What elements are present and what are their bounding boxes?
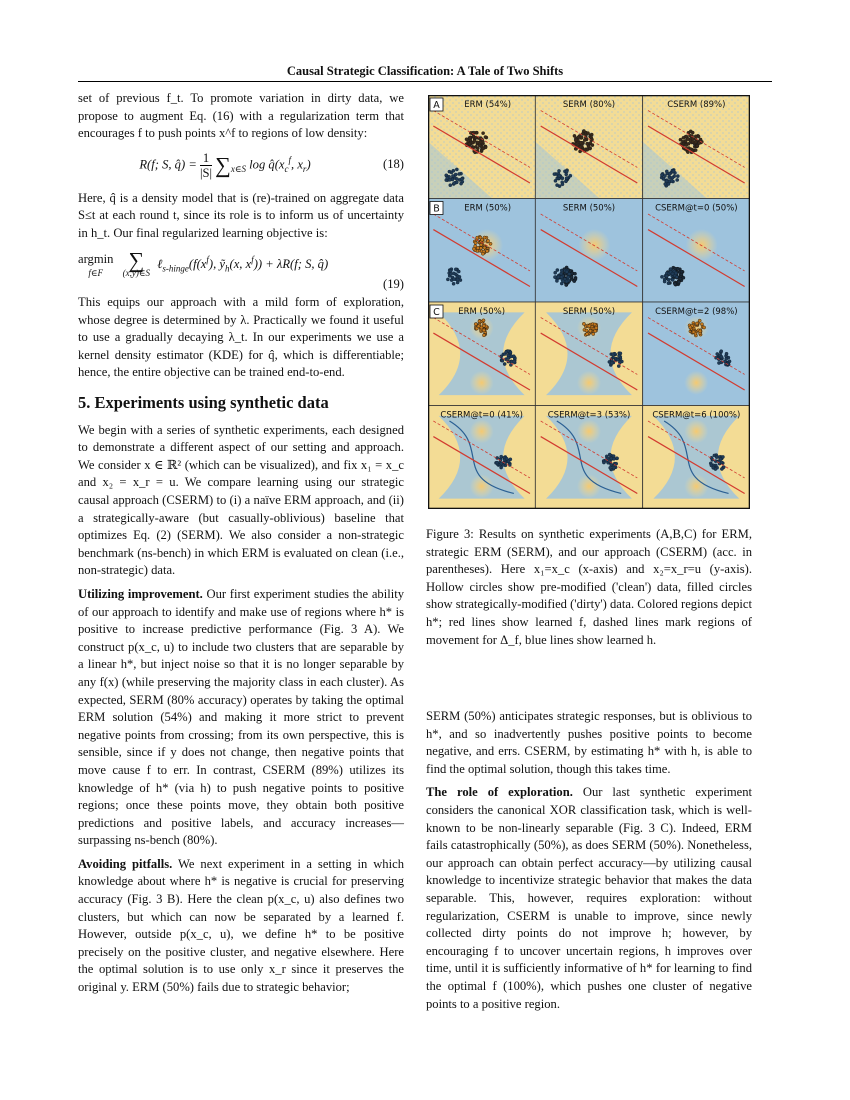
figure-panel [535, 95, 642, 199]
figure-panel [643, 95, 750, 199]
runin-utilizing-improvement: Utilizing improvement. [78, 586, 203, 601]
panel-label: CSERM@t=2 (98%) [655, 307, 738, 317]
paragraph-serm-oblivious: SERM (50%) anticipates strategic responses, but is oblivious to h*, and so inadvertently pushes positive points to become negative, and errs. CSERM, by estimating h* with h, is able to find the optimal solution, though this takes time. [426, 709, 752, 776]
figure-3 [428, 95, 750, 509]
paragraph-regularization-intro: set of previous f_t. To promote variation in dirty data, we propose to augment Eq. (16) with a regularization term that encourages f to push points x^f to regions of low density: [78, 91, 404, 141]
equation-18 [78, 151, 404, 180]
equation-18-number: (18) [383, 157, 404, 172]
figure-panel [643, 199, 750, 303]
figure-panel [535, 406, 642, 510]
panel-label: SERM (50%) [562, 307, 616, 317]
paragraph-experiments-intro: We begin with a series of synthetic experiments, each designed to demonstrate a different aspect of our setting and approach. We consider x ∈ ℝ² (which can be visualized), and fix x₁ = x_c and x₂ = x_r = u. We compare learning using our strategic causal approach (CSERM) to (i) a naïve ERM approach, and (ii) a strategically-aware (but casually-oblivious) baseline that optimizes Eq. (2) (SERM). We also consider a non-strategic benchmark (ns-bench) in which ERM is evaluated on clean (i.e., non-strategic) data. [78, 422, 404, 578]
paragraph-role-of-exploration [426, 784, 752, 1013]
figure-panel [428, 406, 535, 510]
figure-panel [428, 302, 535, 406]
equation-19 [78, 246, 404, 279]
equation-19-number: (19) [383, 277, 404, 292]
panel-label: ERM (50%) [464, 203, 512, 214]
right-column [426, 708, 752, 1013]
text-utilizing-improvement: Our first experiment studies the ability of our approach to identify and make use of regions where h* is positive to increase predictive performance (Fig. 3 A). We construct p(x_c, u) to include two clusters that are separable by a linear h*, but inject noise so that it is no longer separable by any f(x) (while preserving the majority class in each cluster). As expected, SERM (80% accuracy) operates by taking the optimal ERM solution (54%) and making it more strict to prevent negative points from crossing; from its own perspective, this is sensible, since if y does not change, then negative points that move cause f to err. In contrast, CSERM (89%) utilizes its knowledge of h* (via h) to push negative points to positive regions; once these points move, they obtain both positive predictions and positive labels, and accuracy increases—surpassing ns-bench (80%). [78, 586, 404, 848]
panel-label: SERM (80%) [562, 100, 616, 110]
panel-label: CSERM@t=3 (53%) [547, 410, 631, 421]
panel-label: CSERM@t=0 (41%) [440, 410, 523, 421]
figure-panel [643, 302, 750, 406]
left-column [78, 90, 404, 997]
equation-19-formula: argmin f∈F ∑ (x,y)∈S $\ell_{s-hinge}(f(x^f)$, ỹ$_h$(x, $x^f)) + \lambda R(f$; S, q̂) [78, 246, 329, 279]
panel-label: ERM (54%) [464, 100, 512, 110]
section-title: 5. Experiments using synthetic data [78, 393, 329, 413]
paragraph-exploration: This equips our approach with a mild form of exploration, whose degree is determined by λ. Practically we found it useful to use a gradually decaying λ_t. In our experiments we use a kernel density estimator (KDE) for q̂, which is differentiable; hence, the entire objective can be trained end-to-end. [78, 295, 404, 380]
runin-avoiding-pitfalls: Avoiding pitfalls. [78, 856, 173, 871]
figure-panel [428, 95, 535, 199]
panel-label: ERM (50%) [458, 307, 506, 317]
equation-18-formula: R(f; S, q̂) = $\frac{1}{|S|}$ $\sum_{x\in S}$ $\log q̂(x_c^f$, $x_r$) [139, 150, 311, 180]
paragraph-avoiding-pitfalls [78, 856, 404, 997]
figure-panel [535, 199, 642, 303]
text-avoiding-pitfalls: We next experiment in a setting in which knowledge about where h* is negative is crucial for preserving accuracy (Fig. 3 B). Here the clean p(x_c, u) also defines two clusters, but which can now be separated by a learned f. However, outside p(x_c, u), we define h* to be positive precisely on the positive cluster, and negative elsewhere. Here the optimal solution is to use only x_r since it preserves the original y. ERM (50%) fails due to strategic behavior; [78, 856, 404, 995]
figure-panels [428, 95, 750, 509]
panel-label: CSERM@t=0 (50%) [655, 203, 738, 214]
runin-role-of-exploration: The role of exploration. [426, 785, 573, 800]
row-letter: B [433, 203, 440, 215]
running-title: Causal Strategic Classification: A Tale of Two Shifts [286, 64, 564, 78]
figure-caption: Figure 3: Results on synthetic experiments (A,B,C) for ERM, strategic ERM (SERM), and our approach (CSERM) (acc. in parentheses). Here x₁=x_c (x-axis) and x₂=x_r=u (y-axis). Hollow circles show pre-modified ('clean') data, filled circles show strategically-modified ('dirty') data. Colored regions depict h*; red lines show learned f, dashed lines mark regions of movement for Δ_f, blue lines show learned h. [426, 527, 752, 647]
figure-panel [643, 406, 750, 510]
panel-label: CSERM@t=6 (100%) [652, 410, 741, 421]
panel-label: CSERM (89%) [667, 100, 726, 110]
row-letter: A [433, 100, 440, 111]
figure-panel [535, 302, 642, 406]
text-role-of-exploration: Our last synthetic experiment considers the canonical XOR classification task, which is well-known to be non-linearly separable (Fig. 3 C). Indeed, ERM fails catastrophically (50%), as does SERM (50%). Nonetheless, our approach can obtain perfect accuracy—by utilizing causal knowledge to incentivize strategic behavior that makes the data separable. This, however, requires exploration: without regularization, CSERM is unable to improve, since newly collected dirty points do not improve h; however, by encouraging f to uncover uncertain regions, h improves over time, until it is sufficiently informative of h* for learning to find the optimal f (100%), which pushes one cluster of negative points to a positive region. [426, 785, 752, 1011]
paragraph-utilizing-improvement [78, 586, 404, 850]
panel-label: SERM (50%) [562, 203, 616, 214]
figure-panel [428, 199, 535, 303]
header-rule [78, 81, 772, 82]
row-letter: C [433, 307, 440, 318]
paragraph-density-model: Here, q̂ is a density model that is (re)-trained on aggregate data S≤t at each round t, since its role is to inform us of uncertainty in h_t. Our final regularized learning objective is: [78, 190, 404, 240]
